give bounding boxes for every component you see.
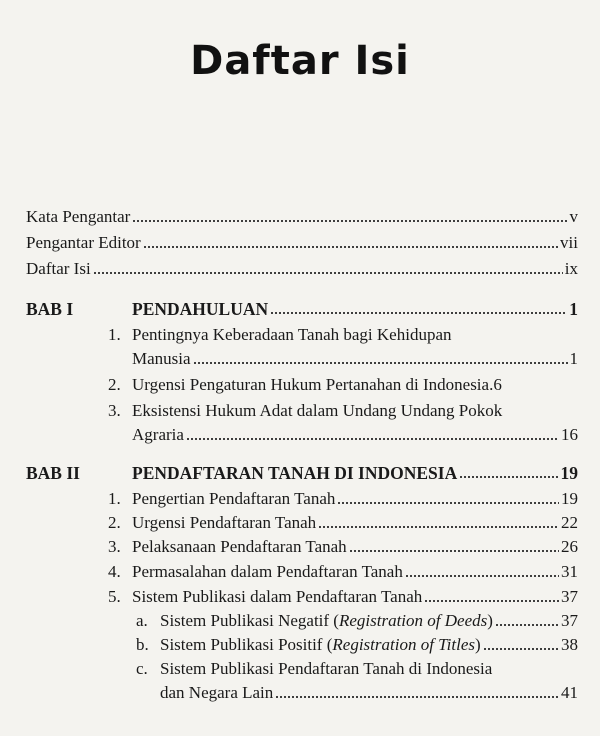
toc-entry-label: Daftar Isi bbox=[26, 259, 91, 278]
item-number: 1. bbox=[108, 325, 121, 344]
chapter-entry[interactable] bbox=[132, 298, 578, 320]
toc-entry-label bbox=[160, 610, 493, 632]
toc-entry-label: Pelaksanaan Pendaftaran Tanah bbox=[132, 537, 347, 556]
item-number: 2. bbox=[108, 375, 121, 394]
toc-entry-label[interactable]: Pentingnya Keberadaan Tanah bagi Kehidupan bbox=[132, 325, 452, 344]
chapter-page: 19 bbox=[560, 463, 578, 483]
item-number: 2. bbox=[108, 513, 121, 532]
subitem-letter: a. bbox=[136, 611, 148, 630]
label-italic: Registration of Titles bbox=[332, 635, 476, 654]
dot-leader bbox=[459, 474, 558, 479]
dot-leader bbox=[424, 598, 559, 603]
toc-entry-label: Manusia bbox=[132, 349, 191, 368]
toc-entry-page: 37 bbox=[561, 611, 578, 630]
toc-entry[interactable] bbox=[160, 634, 578, 656]
dot-leader bbox=[93, 270, 563, 275]
toc-entry[interactable] bbox=[26, 232, 578, 254]
label-italic: Registration of Deeds bbox=[338, 611, 488, 630]
dot-leader bbox=[132, 218, 567, 223]
subitem-letter: b. bbox=[136, 635, 149, 654]
item-number: 4. bbox=[108, 562, 121, 581]
toc-entry-page: 38 bbox=[561, 635, 578, 654]
toc-entry[interactable] bbox=[160, 682, 578, 704]
dot-leader bbox=[143, 244, 558, 249]
page-title: Daftar Isi bbox=[190, 38, 410, 84]
item-number: 5. bbox=[108, 587, 121, 606]
toc-entry-label: Agraria bbox=[132, 425, 184, 444]
toc-entry[interactable] bbox=[132, 348, 578, 370]
chapter-title: PENDAFTARAN TANAH DI INDONESIA bbox=[132, 463, 458, 483]
toc-entry-label[interactable]: Eksistensi Hukum Adat dalam Undang Undang Pokok bbox=[132, 401, 503, 420]
dot-leader bbox=[186, 436, 559, 441]
toc-entry-label: Kata Pengantar bbox=[26, 207, 131, 226]
dot-leader bbox=[275, 694, 559, 699]
label-close: ) bbox=[475, 635, 481, 654]
toc-entry-label: Pengantar Editor bbox=[26, 233, 141, 252]
toc-entry[interactable] bbox=[160, 610, 578, 632]
dot-leader bbox=[405, 573, 559, 578]
toc-entry-label: Sistem Publikasi dalam Pendaftaran Tanah bbox=[132, 587, 423, 606]
toc-entry[interactable] bbox=[132, 488, 578, 510]
toc-entry-page: ix bbox=[564, 259, 578, 278]
toc-entry-page: 19 bbox=[561, 489, 578, 508]
toc-entry[interactable] bbox=[132, 561, 578, 583]
chapter-number: BAB I bbox=[26, 299, 74, 319]
dot-leader bbox=[193, 360, 568, 365]
toc-entry-label: Urgensi Pengaturan Hukum Pertanahan di Indonesia bbox=[132, 375, 490, 394]
dot-leader bbox=[270, 310, 567, 315]
toc-entry-label: dan Negara Lain bbox=[160, 683, 274, 702]
chapter-entry[interactable] bbox=[132, 462, 578, 484]
toc-entry[interactable] bbox=[26, 206, 578, 228]
subitem-letter: c. bbox=[136, 659, 148, 678]
toc-entry[interactable] bbox=[132, 374, 502, 396]
toc-entry-page: 1 bbox=[569, 349, 578, 368]
toc-entry[interactable] bbox=[26, 258, 578, 280]
toc-entry-page: 22 bbox=[561, 513, 578, 532]
chapter-title: PENDAHULUAN bbox=[132, 299, 269, 319]
toc-entry-page: v bbox=[569, 207, 578, 226]
toc-entry-label: Pengertian Pendaftaran Tanah bbox=[132, 489, 336, 508]
chapter-page: 1 bbox=[569, 299, 578, 319]
toc-entry[interactable] bbox=[132, 424, 578, 446]
toc-entry-page: 26 bbox=[561, 537, 578, 556]
toc-entry-page: 31 bbox=[561, 562, 578, 581]
dot-leader bbox=[337, 500, 559, 505]
dot-leader bbox=[483, 646, 559, 651]
toc-entry[interactable] bbox=[132, 536, 578, 558]
toc-entry[interactable] bbox=[132, 512, 578, 534]
toc-entry-page: .6 bbox=[489, 375, 502, 394]
toc-entry-page: vii bbox=[560, 233, 578, 252]
item-number: 3. bbox=[108, 537, 121, 556]
toc-entry[interactable] bbox=[132, 586, 578, 608]
label-close: ) bbox=[487, 611, 493, 630]
dot-leader bbox=[495, 622, 559, 627]
label-text: Sistem Publikasi Positif ( bbox=[160, 635, 333, 654]
toc-entry-label[interactable]: Sistem Publikasi Pendaftaran Tanah di Indonesia bbox=[160, 659, 493, 678]
dot-leader bbox=[318, 524, 559, 529]
toc-entry-label bbox=[160, 634, 481, 656]
label-text: Sistem Publikasi Negatif ( bbox=[160, 611, 339, 630]
toc-entry-label: Permasalahan dalam Pendaftaran Tanah bbox=[132, 562, 403, 581]
toc-entry-label: Urgensi Pendaftaran Tanah bbox=[132, 513, 317, 532]
item-number: 1. bbox=[108, 489, 121, 508]
item-number: 3. bbox=[108, 401, 121, 420]
toc-entry-page: 37 bbox=[561, 587, 578, 606]
toc-entry-page: 16 bbox=[561, 425, 578, 444]
toc-entry-page: 41 bbox=[561, 683, 578, 702]
dot-leader bbox=[349, 548, 559, 553]
chapter-number: BAB II bbox=[26, 463, 80, 483]
